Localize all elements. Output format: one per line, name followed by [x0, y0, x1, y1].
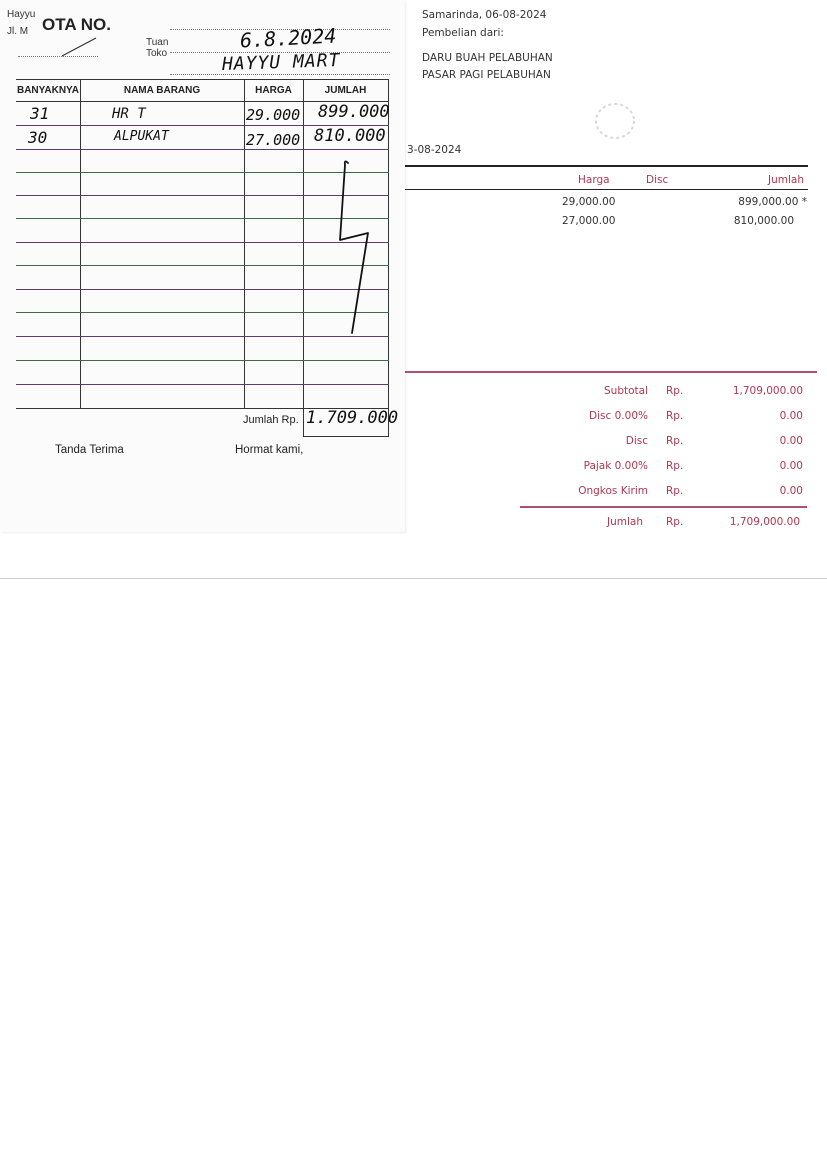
nota-total-label: Jumlah Rp.	[243, 414, 299, 426]
stamp-smudge-icon	[590, 100, 640, 142]
invoice-city-date: Samarinda, 06-08-2024	[422, 9, 547, 21]
nota-total-handwritten: 1.709.000	[306, 408, 399, 428]
nota-regards-label: Hormat kami,	[235, 444, 304, 456]
totals-row-grand-total	[520, 516, 805, 532]
totals-value: 0.00	[779, 435, 803, 447]
totals-currency: Rp.	[666, 435, 684, 447]
row-price-handwritten: 27.000	[246, 131, 301, 149]
totals-row-shipping	[520, 485, 805, 501]
invoice-col-amount: Jumlah	[768, 174, 804, 186]
totals-value: 0.00	[779, 410, 803, 422]
nota-received-label: Tanda Terima	[55, 444, 124, 456]
grand-total-currency: Rp.	[666, 516, 684, 528]
col-header-price: HARGA	[255, 85, 292, 96]
totals-label: Subtotal	[604, 385, 648, 397]
totals-label: Pajak 0.00%	[583, 460, 648, 472]
totals-currency: Rp.	[666, 410, 684, 422]
totals-currency: Rp.	[666, 460, 684, 472]
totals-currency: Rp.	[666, 385, 684, 397]
col-header-qty: BANYAKNYA	[16, 85, 80, 96]
invoice-totals-rule	[405, 371, 817, 373]
table-row-line	[16, 384, 389, 385]
row-qty-handwritten: 31	[30, 104, 50, 123]
totals-row-disc	[520, 435, 805, 451]
invoice-item-price: 29,000.00	[562, 196, 616, 208]
table-total-rule	[303, 436, 389, 437]
totals-row-tax	[520, 460, 805, 476]
grand-total-rule	[520, 506, 807, 508]
totals-label: Ongkos Kirim	[578, 485, 648, 497]
handwritten-nota	[0, 0, 405, 532]
invoice-header-rule-top	[405, 165, 808, 167]
invoice-item-price: 27,000.00	[562, 215, 616, 227]
nota-tuan-label: Tuan	[146, 37, 169, 48]
row-price-handwritten: 29.000	[246, 106, 301, 124]
nota-under-text-2: Jl. M	[7, 26, 29, 37]
totals-currency: Rp.	[666, 485, 684, 497]
invoice-item-amount: 810,000.00	[733, 215, 794, 227]
nota-number-line	[18, 56, 98, 57]
row-amount-handwritten: 899.000	[318, 102, 390, 122]
totals-value: 0.00	[779, 460, 803, 472]
page-edge	[0, 578, 827, 579]
invoice-supplier-address: PASAR PAGI PELABUHAN	[422, 69, 551, 81]
invoice-col-price: Harga	[578, 174, 610, 186]
invoice-item-amount: 899,000.00 *	[738, 196, 807, 208]
totals-value: 0.00	[779, 485, 803, 497]
nota-date-handwritten: 6.8.2024	[239, 23, 337, 53]
row-qty-handwritten: 30	[28, 128, 48, 147]
invoice-supplier-name: DARU BUAH PELABUHAN	[422, 52, 553, 64]
table-row-line	[16, 360, 389, 361]
col-header-name: NAMA BARANG	[123, 85, 201, 96]
invoice-date: 3-08-2024	[407, 144, 462, 156]
col-header-amount: JUMLAH	[324, 85, 367, 96]
nota-title: OTA NO.	[42, 15, 111, 34]
nota-store-handwritten: HAYYU MART	[221, 49, 341, 76]
totals-row-subtotal	[520, 385, 805, 401]
strike-through-scribble-icon	[330, 155, 380, 340]
totals-label: Disc	[625, 435, 648, 447]
row-amount-handwritten: 810.000	[314, 126, 386, 146]
invoice-header-rule-bottom	[405, 189, 808, 190]
invoice-col-disc: Disc	[646, 174, 669, 186]
totals-label: Disc 0.00%	[589, 410, 648, 422]
nota-toko-line-2	[170, 74, 390, 75]
totals-row-disc-percent	[520, 410, 805, 426]
row-name-handwritten: HR T	[112, 106, 146, 122]
grand-total-value: 1,709,000.00	[729, 516, 800, 528]
invoice-purchase-from-label: Pembelian dari:	[422, 27, 504, 39]
nota-toko-label: Toko	[146, 48, 168, 59]
grand-total-label: Jumlah	[607, 516, 643, 528]
table-top-rule	[16, 79, 389, 80]
table-row-line	[16, 149, 389, 150]
totals-value: 1,709,000.00	[732, 385, 803, 397]
row-name-handwritten: ALPUKAT	[114, 129, 169, 144]
nota-under-text-1: Hayyu	[7, 9, 36, 20]
